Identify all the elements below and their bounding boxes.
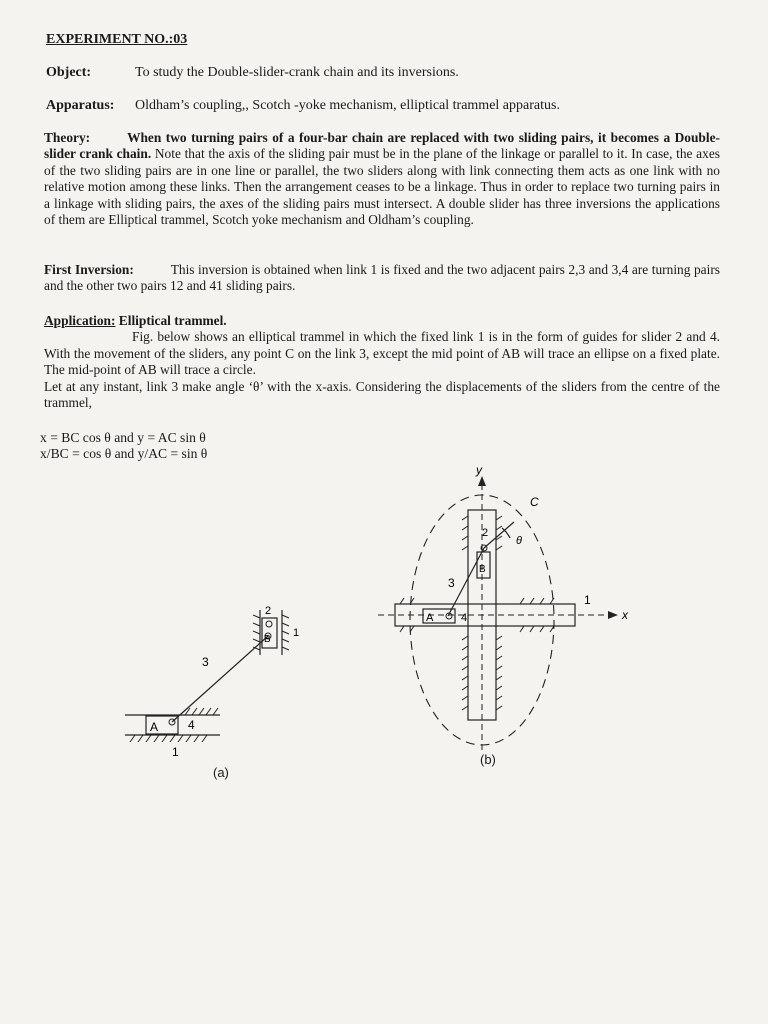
apparatus-label: Apparatus: xyxy=(46,98,115,113)
fig-b-label-1: 1 xyxy=(584,593,591,607)
y-axis-arrow xyxy=(478,476,486,486)
theory-paragraph xyxy=(44,130,720,228)
link-3-rod xyxy=(172,636,268,722)
object-label: Object: xyxy=(46,65,92,80)
equation-line-1: x = BC cos θ and y = AC sin θ xyxy=(40,430,206,445)
theory-text: Note that the axis of the sliding pair must be in the plane of the linkage or parallel to it. In case, the axes of the two sliding pairs are in one line or parallel, the two sliders along with link connecting them acts as one link with no relative motion among these links. Then the arrangement ceases to be a linkage. Thus in order to replace two turning pairs in a linkage with sliding pairs, the axes of the sliding pairs must intersect. A double slider has three inversions the applications of them are Elliptical trammel, Scotch yoke mechanism and Oldham’s coupling. xyxy=(44,146,720,228)
fig-b-label-x: x xyxy=(622,608,628,622)
x-axis-arrow xyxy=(608,611,618,619)
first-inversion-text: This inversion is obtained when link 1 is fixed and the two adjacent pairs 2,3 and 3,4 are turning pairs and the other two pairs 12 and 41 sliding pairs. xyxy=(44,262,720,294)
figure-a-caption: (a) xyxy=(213,765,229,780)
pin-2 xyxy=(266,621,272,627)
first-inversion-label: First Inversion: xyxy=(44,262,134,277)
application-paragraph xyxy=(44,313,720,411)
fig-b-label-B: B xyxy=(479,564,486,575)
application-title: Elliptical trammel. xyxy=(118,313,227,328)
fig-a-label-4: 4 xyxy=(188,718,195,732)
fig-b-label-2: 2 xyxy=(482,527,489,539)
fig-b-label-theta: θ xyxy=(516,535,522,547)
figure-b-diagram xyxy=(370,460,650,760)
fig-a-label-A: A xyxy=(150,720,159,734)
fig-b-label-4: 4 xyxy=(461,612,468,624)
application-label: Application: xyxy=(44,313,116,328)
object-row xyxy=(46,64,459,81)
application-text: Fig. below shows an elliptical trammel in which the fixed link 1 is in the form of guides for slider 2 and 4. With the movement of the sliders, any point C on the link 3, except the mid point of AB will trace an ellipse on a fixed plate. The mid-point of AB will trace a circle. xyxy=(44,329,720,378)
link-3-extension xyxy=(484,522,514,548)
apparatus-row xyxy=(46,97,560,114)
fig-a-label-2: 2 xyxy=(265,605,272,617)
fig-b-label-3: 3 xyxy=(448,576,455,590)
figure-a-diagram xyxy=(110,590,310,770)
fig-a-label-1-bottom: 1 xyxy=(172,745,179,759)
theory-bold-text: When two turning pairs of a four-bar chain are replaced with two sliding pairs, it becomes a Double-slider crank chain. xyxy=(44,130,720,162)
fig-b-label-A: A xyxy=(426,612,434,624)
theory-label: Theory: xyxy=(44,130,91,145)
apparatus-text: Oldham’s coupling,, Scotch -yoke mechanism, elliptical trammel apparatus. xyxy=(135,98,560,113)
fig-a-label-3: 3 xyxy=(202,655,209,669)
application-text-2: Let at any instant, link 3 make angle ‘θ’ with the x-axis. Considering the displacements of the sliders from the centre of the trammel, xyxy=(44,378,720,411)
first-inversion-paragraph xyxy=(44,262,720,295)
equation-line-2: x/BC = cos θ and y/AC = sin θ xyxy=(40,446,208,461)
fig-b-label-C: C xyxy=(530,495,539,509)
figure-b-caption: (b) xyxy=(480,752,496,767)
fig-b-label-y: y xyxy=(476,463,482,477)
experiment-heading: EXPERIMENT NO.:03 xyxy=(46,32,188,47)
fig-a-label-1-right: 1 xyxy=(293,627,300,639)
fig-a-label-B: B xyxy=(264,634,271,645)
object-text: To study the Double-slider-crank chain and its inversions. xyxy=(135,65,459,80)
